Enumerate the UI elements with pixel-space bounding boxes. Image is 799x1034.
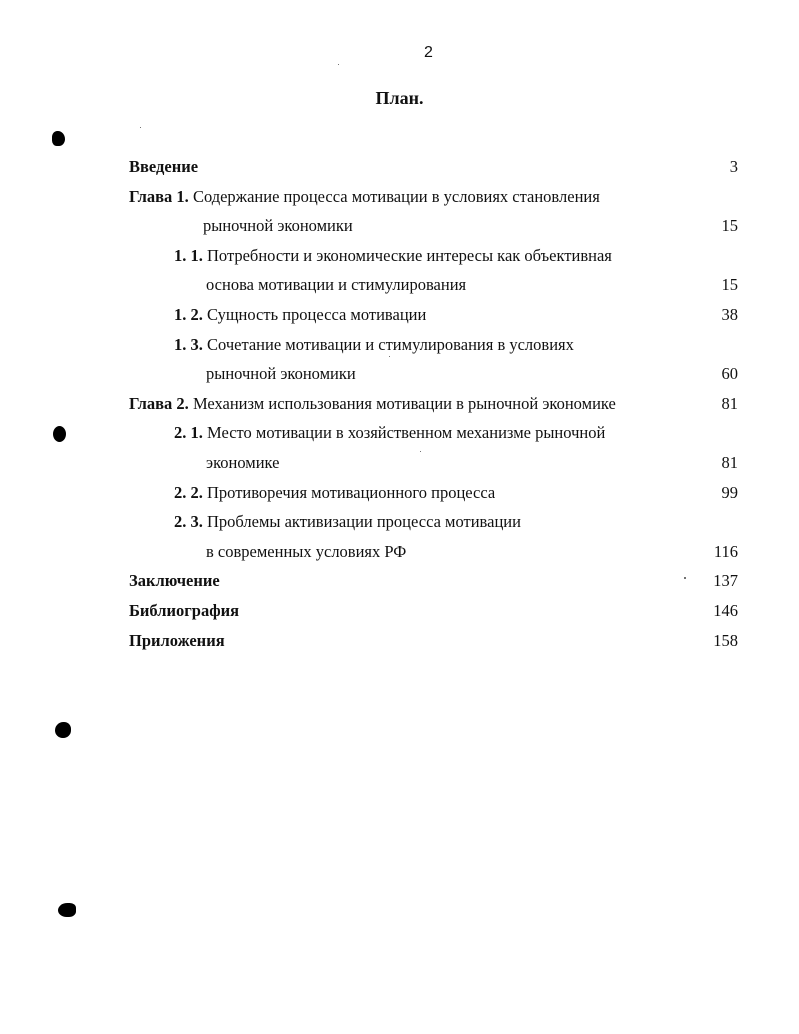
toc-entry-chapter-1 <box>0 182 799 212</box>
toc-entry-chapter-1-cont <box>0 211 799 241</box>
punch-hole-mark <box>55 722 71 738</box>
toc-label-continued: основа мотивации и стимулирования <box>206 275 467 295</box>
toc-label: Сочетание мотивации и стимулирования в условиях <box>202 334 574 354</box>
toc-entry-section-2-1 <box>0 418 799 448</box>
toc-label: Противоречия мотивационного процесса <box>202 482 496 502</box>
table-of-contents <box>0 152 799 655</box>
toc-entry-introduction <box>0 152 799 182</box>
toc-section-number: 2. 2. <box>174 482 203 502</box>
toc-label-continued: рыночной экономики <box>203 216 353 236</box>
toc-page: 81 <box>721 452 738 472</box>
toc-label: Библиография <box>129 600 240 620</box>
page-title: План. <box>375 88 424 108</box>
punch-hole-mark <box>58 903 76 917</box>
toc-page: 15 <box>721 275 738 295</box>
toc-entry-bibliography <box>0 596 799 626</box>
toc-page: 60 <box>721 364 738 384</box>
toc-section-number: 1. 3. <box>174 334 203 354</box>
toc-entry-section-1-2 <box>0 300 799 330</box>
toc-section-number: 1. 1. <box>174 245 203 265</box>
toc-label-continued: экономике <box>206 452 280 472</box>
toc-page: 81 <box>721 393 738 413</box>
toc-entry-section-2-3 <box>0 507 799 537</box>
punch-hole-mark <box>53 426 66 442</box>
toc-label: Содержание процесса мотивации в условиях становления <box>188 186 600 206</box>
scan-speck <box>140 127 141 128</box>
toc-page: 38 <box>721 304 738 324</box>
toc-entry-section-1-1-cont <box>0 270 799 300</box>
toc-entry-section-2-1-cont <box>0 448 799 478</box>
punch-hole-mark <box>52 131 65 146</box>
toc-chapter-number: Глава 2. <box>129 393 189 413</box>
toc-page: 3 <box>729 157 738 176</box>
toc-entry-section-2-2 <box>0 478 799 508</box>
toc-label: Приложения <box>129 630 225 650</box>
toc-section-number: 2. 3. <box>174 512 203 532</box>
toc-section-number: 2. 1. <box>174 423 203 443</box>
toc-entry-conclusion <box>0 566 799 596</box>
toc-label: Заключение <box>129 571 220 591</box>
toc-label: Место мотивации в хозяйственном механизме рыночной <box>202 423 606 443</box>
toc-label: Проблемы активизации процесса мотивации <box>202 512 521 532</box>
toc-label: Механизм использования мотивации в рыночной экономике <box>188 393 616 413</box>
toc-page: 15 <box>721 216 738 236</box>
toc-page: 158 <box>713 630 738 650</box>
toc-label: Введение <box>129 157 199 176</box>
toc-entry-section-1-1 <box>0 241 799 271</box>
toc-entry-appendices <box>0 626 799 656</box>
toc-entry-section-1-3-cont <box>0 359 799 389</box>
scan-speck <box>420 451 421 452</box>
scan-speck <box>389 356 390 357</box>
page-number: 2 <box>424 44 433 61</box>
toc-page: 137 <box>713 571 738 591</box>
toc-page: 116 <box>713 541 738 561</box>
toc-entry-section-2-3-cont <box>0 537 799 567</box>
toc-section-number: 1. 2. <box>174 304 203 324</box>
toc-chapter-number: Глава 1. <box>129 186 189 206</box>
toc-label: Потребности и экономические интересы как объективная <box>202 245 612 265</box>
toc-page: 99 <box>721 482 738 502</box>
toc-entry-section-1-3 <box>0 330 799 360</box>
toc-entry-chapter-2 <box>0 389 799 419</box>
toc-page: 146 <box>713 600 738 620</box>
toc-label-continued: рыночной экономики <box>206 364 356 384</box>
scan-speck <box>338 64 339 65</box>
scan-speck <box>684 577 686 579</box>
toc-label-continued: в современных условиях РФ <box>206 541 407 561</box>
toc-label: Сущность процесса мотивации <box>202 304 427 324</box>
